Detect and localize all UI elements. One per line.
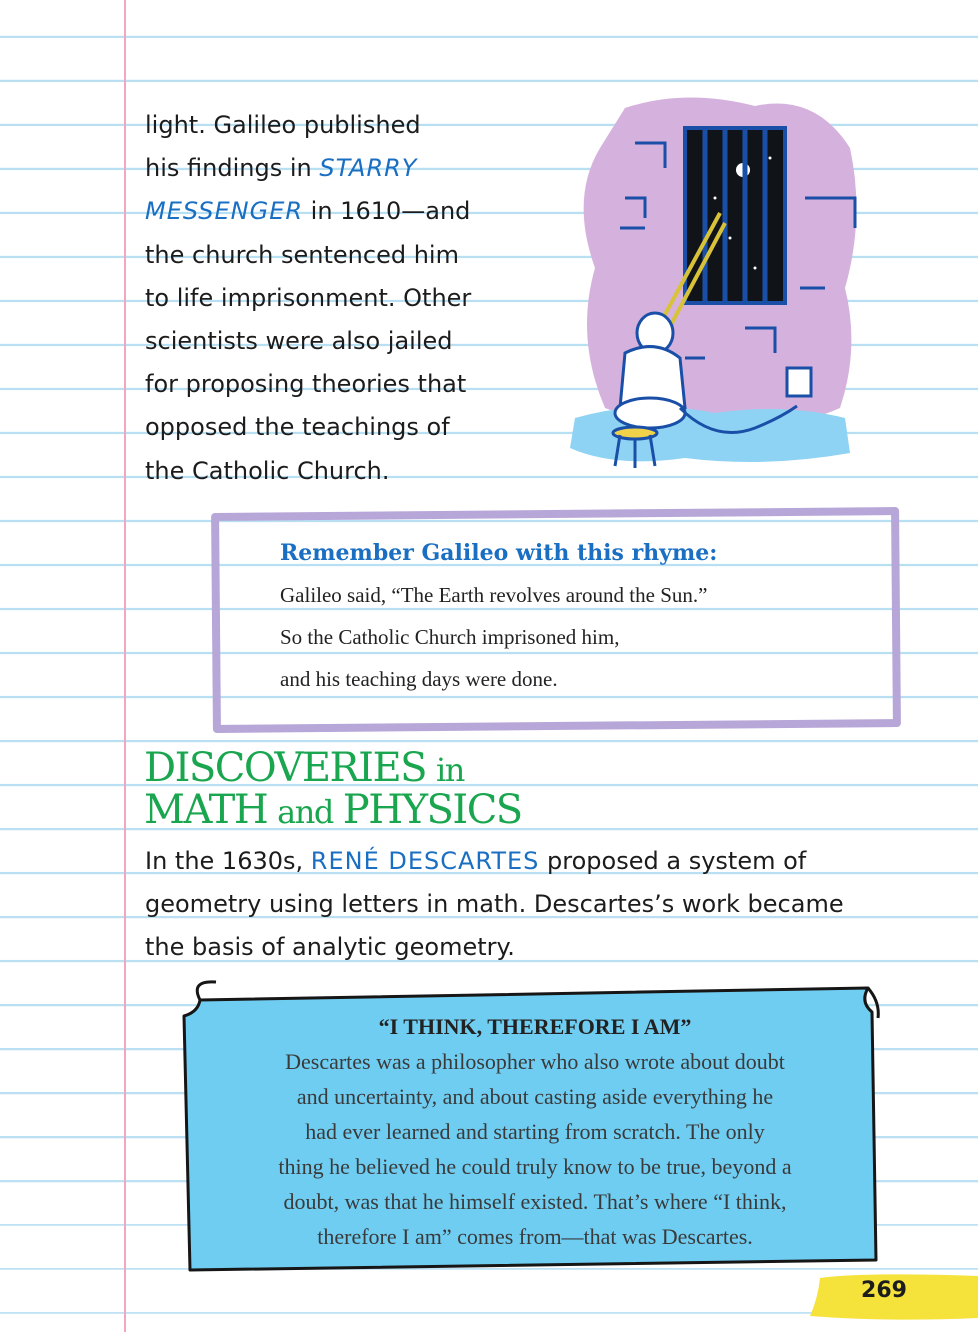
quote-line: Descartes was a philosopher who also wrote about doubt [285,1049,785,1074]
name-highlight: RENÉ DESCARTES [310,847,540,875]
quote-title: “I THINK, THEREFORE I AM” [378,1014,692,1039]
text-line: opposed the teachings of [145,413,450,442]
text-span: in 1610—and [303,197,471,226]
text-line: to life imprisonment. Other [145,283,472,312]
text-line: light. Galileo published [145,111,421,139]
quote-line: therefore I am” comes from—that was Descartes. [317,1224,753,1249]
page-number: 269 [861,1278,907,1303]
text-line [145,147,505,190]
prison-window [685,128,785,303]
section-heading [144,745,522,833]
book-title-highlight: STARRY [319,154,418,183]
quote-line: and uncertainty, and about casting aside everything he [296,1084,774,1109]
text-span: In the 1630s, [145,847,311,875]
text-span: his findings in [145,154,320,183]
galileo-paragraph [145,104,505,493]
quote-line: doubt, was that he himself existed. That’s where “I think, [283,1189,787,1214]
heading-word: DISCOVERIES [144,745,427,791]
quote-line: thing he believed he could truly know to be true, beyond a [278,1154,792,1179]
heading-word: and [277,793,333,831]
rhyme-box [280,532,840,700]
quote-line: had ever learned and starting from scratch. The only [305,1119,765,1144]
heading-word: PHYSICS [342,787,522,833]
book-title-highlight: MESSENGER [145,197,304,226]
heading-word: MATH [144,787,268,833]
text-line [145,840,885,883]
heading-word: in [436,751,464,789]
rhyme-line: Galileo said, “The Earth revolves around the Sun.” [280,583,708,607]
text-span: proposed a system of [539,847,807,875]
rhyme-line: and his teaching days were done. [280,667,558,691]
text-line: for proposing theories that [145,370,467,399]
text-line [145,190,505,233]
text-line: the church sentenced him [145,240,459,269]
text-line: the basis of analytic geometry. [145,933,515,962]
rhyme-title: Remember Galileo with this rhyme: [280,540,718,566]
text-line: geometry using letters in math. Descartes’s work became [145,890,844,919]
quote-box [210,1010,860,1254]
margin-line [124,0,126,1332]
text-line: the Catholic Church. [145,456,390,485]
rhyme-line: So the Catholic Church imprisoned him, [280,625,620,649]
descartes-paragraph [145,840,885,970]
text-line: scientists were also jailed [145,327,453,356]
galileo-prison-illustration [565,88,865,478]
